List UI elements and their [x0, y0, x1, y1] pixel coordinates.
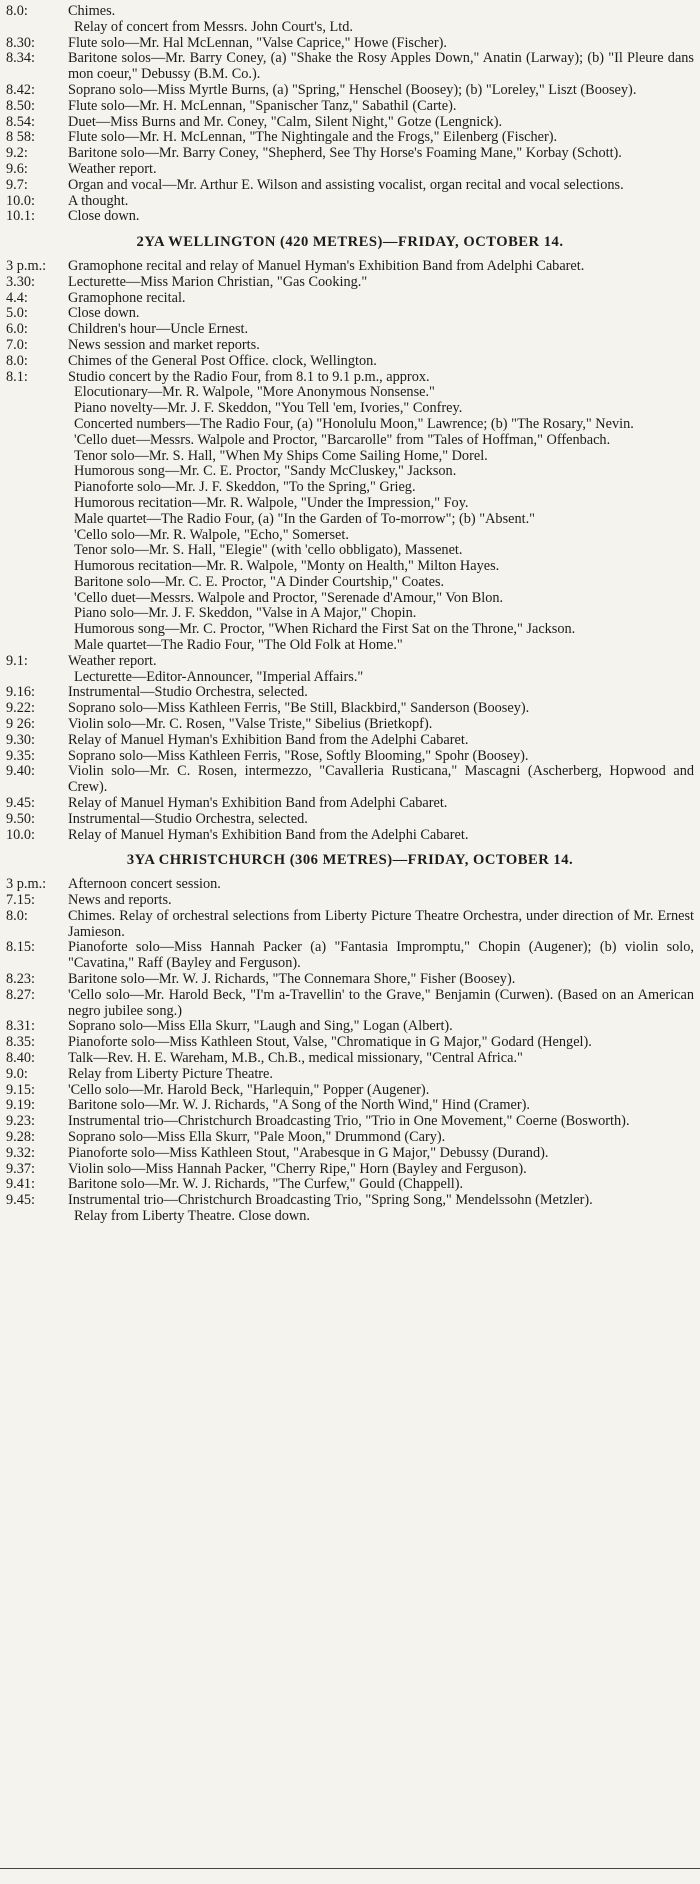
station-heading: 2YA WELLINGTON (420 METRES)—FRIDAY, OCTOBER 14. [136, 234, 564, 251]
entry-text: Baritone solos—Mr. Barry Coney, (a) "Shake the Rosy Apples Down," Anatin (Larway); (b) "Il Pleure dans mon coeur," Debussy (B.M. Co.). [68, 50, 694, 83]
programme-entry [6, 828, 694, 844]
station-heading: 3YA CHRISTCHURCH (306 METRES)—FRIDAY, OCTOBER 14. [126, 852, 574, 869]
entry-text: News and reports. [68, 892, 172, 909]
entry-time: 4.4: [6, 289, 28, 306]
entry-time: 9 26: [6, 716, 35, 733]
programme-entry [6, 909, 694, 941]
entry-time: 9.35: [6, 747, 35, 764]
entry-text: Close down. [68, 208, 140, 225]
programme-entry [6, 194, 694, 210]
programme-entry [6, 1146, 694, 1162]
entry-time: 8.31: [6, 1018, 35, 1035]
programme-entry [6, 701, 694, 717]
programme-entry [6, 209, 694, 225]
entry-text: Relay of Manuel Hyman's Exhibition Band from the Adelphi Cabaret. [68, 731, 469, 748]
entry-time: 8.23: [6, 971, 35, 988]
entry-time: 9.30: [6, 731, 35, 748]
entry-time: 9.16: [6, 684, 35, 701]
entry-text: Studio concert by the Radio Four, from 8.1 to 9.1 p.m., approx. [68, 368, 430, 385]
entry-time: 8 58: [6, 129, 35, 146]
entry-subitem: Humorous recitation—Mr. R. Walpole, "Monty on Health," Milton Hayes. [74, 558, 500, 575]
entry-text: Organ and vocal—Mr. Arthur E. Wilson and assisting vocalist, organ recital and vocal selections. [68, 176, 624, 193]
entry-text: Instrumental—Studio Orchestra, selected. [68, 810, 308, 827]
programme-entry [6, 178, 694, 194]
entry-subitem: Lecturette—Editor-Announcer, "Imperial Affairs." [74, 668, 364, 685]
programme-entry [6, 1177, 694, 1193]
entry-time: 10.0: [6, 826, 35, 843]
programme-entry [6, 749, 694, 765]
entry-time: 9.0: [6, 1065, 28, 1082]
entry-time: 3.30: [6, 273, 35, 290]
bottom-rule [0, 1868, 700, 1869]
station-section [6, 235, 694, 843]
entry-time: 10.1: [6, 208, 35, 225]
entry-time: 8.30: [6, 34, 35, 51]
entry-time: 8.35: [6, 1034, 35, 1051]
programme-entry [6, 4, 694, 36]
programme-entry [6, 354, 694, 370]
entry-subitem: Concerted numbers—The Radio Four, (a) "Honolulu Moon," Lawrence; (b) "The Rosary," Nevin. [74, 415, 634, 432]
entry-subitem: Male quartet—The Radio Four, (a) "In the Garden of To-morrow"; (b) "Absent." [74, 510, 536, 527]
entry-time: 9.45: [6, 1192, 35, 1209]
entry-subitem: Humorous song—Mr. C. Proctor, "When Richard the First Sat on the Throne," Jackson. [74, 621, 576, 638]
entry-time: 9.22: [6, 700, 35, 717]
entry-time: 8.54: [6, 113, 35, 130]
entry-time: 9.7: [6, 176, 28, 193]
entry-text: Relay of Manuel Hyman's Exhibition Band from the Adelphi Cabaret. [68, 826, 469, 843]
programme-entry [6, 764, 694, 796]
entry-text: Instrumental—Studio Orchestra, selected. [68, 684, 308, 701]
entry-subitem: 'Cello solo—Mr. R. Walpole, "Echo," Somerset. [74, 526, 349, 543]
entry-text: Relay of Manuel Hyman's Exhibition Band from Adelphi Cabaret. [68, 795, 448, 812]
entry-text: Weather report. [68, 652, 157, 669]
entry-text: Gramophone recital. [68, 289, 186, 306]
entry-text: Chimes of the General Post Office. clock, Wellington. [68, 352, 377, 369]
programme-entry [6, 1019, 694, 1035]
entry-text: 'Cello solo—Mr. Harold Beck, "Harlequin," Popper (Augener). [68, 1081, 430, 1098]
programme-entry [6, 338, 694, 354]
entry-text: Duet—Miss Burns and Mr. Coney, "Calm, Silent Night," Gotze (Lengnick). [68, 113, 503, 130]
entry-text: Violin solo—Mr. C. Rosen, intermezzo, "Cavalleria Rusticana," Mascagni (Ascherberg, Hopwood and Crew). [68, 763, 694, 796]
entry-text: Gramophone recital and relay of Manuel Hyman's Exhibition Band from Adelphi Cabaret. [68, 257, 585, 274]
entry-time: 8.42: [6, 81, 35, 98]
entry-text: Soprano solo—Miss Kathleen Ferris, "Rose, Softly Blooming," Spohr (Boosey). [68, 747, 529, 764]
programme-entry [6, 1083, 694, 1099]
entry-time: 9.28: [6, 1128, 35, 1145]
programme-entry [6, 130, 694, 146]
entry-subitem: Male quartet—The Radio Four, "The Old Folk at Home." [74, 637, 403, 654]
entry-text: Violin solo—Miss Hannah Packer, "Cherry Ripe," Horn (Bayley and Ferguson). [68, 1160, 527, 1177]
entry-time: 9.32: [6, 1144, 35, 1161]
programme-entry [6, 1193, 694, 1225]
programme-entry [6, 972, 694, 988]
programme-entry [6, 988, 694, 1020]
entry-time: 9.1: [6, 652, 28, 669]
entry-time: 8.40: [6, 1050, 35, 1066]
entry-subitem: 'Cello duet—Messrs. Walpole and Proctor, "Barcarolle" from "Tales of Hoffman," Offenbach. [74, 431, 611, 448]
entry-subitem: Baritone solo—Mr. C. E. Proctor, "A Dinder Courtship," Coates. [74, 573, 445, 590]
entry-subitem: Relay of concert from Messrs. John Court's, Ltd. [74, 18, 353, 35]
entry-text: Flute solo—Mr. Hal McLennan, "Valse Caprice," Howe (Fischer). [68, 34, 447, 51]
programme-entry [6, 275, 694, 291]
entry-time: 9.41: [6, 1176, 35, 1193]
entry-time: 9.40: [6, 763, 35, 780]
programme-entry [6, 322, 694, 338]
programme-entry [6, 685, 694, 701]
programme-entry [6, 83, 694, 99]
entry-text: Flute solo—Mr. H. McLennan, "The Nightingale and the Frogs," Eilenberg (Fischer). [68, 129, 558, 146]
programme-entry [6, 1114, 694, 1130]
programme-entry [6, 306, 694, 322]
entry-time: 8.0: [6, 907, 28, 924]
entry-time: 9.50: [6, 810, 35, 827]
entry-text: Soprano solo—Miss Ella Skurr, "Laugh and Sing," Logan (Albert). [68, 1018, 453, 1035]
programme-entry [6, 1067, 694, 1083]
entry-text: Talk—Rev. H. E. Wareham, M.B., Ch.B., medical missionary, "Central Africa." [68, 1050, 523, 1066]
entry-time: 8.34: [6, 50, 35, 67]
entry-time: 3 p.m.: [6, 876, 47, 893]
entry-time: 8.0: [6, 352, 28, 369]
entry-time: 10.0: [6, 192, 35, 209]
programme-entry [6, 259, 694, 275]
programme-entry [6, 1051, 694, 1067]
programme-entry [6, 812, 694, 828]
entry-time: 8.1: [6, 368, 28, 385]
entry-time: 9.37: [6, 1160, 35, 1177]
entry-text: Instrumental trio—Christchurch Broadcasting Trio, "Trio in One Movement," Coerne (Bosworth). [68, 1113, 630, 1130]
programme-entry [6, 1035, 694, 1051]
entry-text: Soprano solo—Miss Kathleen Ferris, "Be Still, Blackbird," Sanderson (Boosey). [68, 700, 530, 717]
entry-time: 9.19: [6, 1097, 35, 1114]
programme-entry [6, 51, 694, 83]
programme-entry [6, 99, 694, 115]
entry-time: 8.0: [6, 3, 28, 19]
entry-time: 7.0: [6, 336, 28, 353]
programme-entry [6, 115, 694, 131]
programme-entry [6, 1162, 694, 1178]
programme-entry [6, 654, 694, 686]
station-section [6, 4, 694, 225]
entry-time: 8.15: [6, 939, 35, 956]
programme-entry [6, 877, 694, 893]
entry-text: Pianoforte solo—Miss Kathleen Stout, "Arabesque in G Major," Debussy (Durand). [68, 1144, 549, 1161]
entry-time: 9.2: [6, 145, 28, 162]
entry-subitem: Humorous song—Mr. C. E. Proctor, "Sandy McCluskey," Jackson. [74, 463, 457, 480]
entry-text: Baritone solo—Mr. W. J. Richards, "The Connemara Shore," Fisher (Boosey). [68, 971, 516, 988]
programme-entry [6, 36, 694, 52]
programme-entry [6, 370, 694, 654]
entry-subitem: 'Cello duet—Messrs. Walpole and Proctor, "Serenade d'Amour," Von Blon. [74, 589, 504, 606]
entry-subitem: Elocutionary—Mr. R. Walpole, "More Anonymous Nonsense." [74, 384, 435, 401]
entry-text: 'Cello solo—Mr. Harold Beck, "I'm a-Travellin' to the Grave," Benjamin (Curwen). (Based on an American negro jubilee song.) [68, 986, 694, 1019]
entry-text: Relay from Liberty Picture Theatre. [68, 1065, 273, 1082]
entry-subitem: Relay from Liberty Theatre. Close down. [74, 1207, 310, 1224]
programme-entry [6, 893, 694, 909]
entry-time: 9.23: [6, 1113, 35, 1130]
entry-time: 3 p.m.: [6, 257, 47, 274]
entry-time: 9.45: [6, 795, 35, 812]
entry-text: Baritone solo—Mr. Barry Coney, "Shepherd, See Thy Horse's Foaming Mane," Korbay (Schott). [68, 145, 622, 162]
entry-text: Baritone solo—Mr. W. J. Richards, "A Song of the North Wind," Hind (Cramer). [68, 1097, 530, 1114]
entry-text: Soprano solo—Miss Myrtle Burns, (a) "Spring," Henschel (Boosey); (b) "Loreley," Liszt (Boosey). [68, 81, 637, 98]
entry-subitem: Humorous recitation—Mr. R. Walpole, "Under the Impression," Foy. [74, 494, 469, 511]
programme-entry [6, 733, 694, 749]
programme-entry [6, 717, 694, 733]
entry-time: 7.15: [6, 892, 35, 909]
entry-text: Instrumental trio—Christchurch Broadcasting Trio, "Spring Song," Mendelssohn (Metzler). [68, 1192, 593, 1209]
entry-time: 9.6: [6, 160, 28, 177]
programme-entry [6, 940, 694, 972]
entry-text: Pianoforte solo—Miss Hannah Packer (a) "Fantasia Impromptu," Chopin (Augener); (b) violin solo, "Cavatina," Raff (Bayley and Ferguson). [68, 939, 694, 972]
entry-text: Pianoforte solo—Miss Kathleen Stout, Valse, "Chromatique in G Major," Godard (Hengel). [68, 1034, 592, 1051]
entry-text: Close down. [68, 305, 140, 322]
entry-text: Weather report. [68, 160, 157, 177]
entry-text: Soprano solo—Miss Ella Skurr, "Pale Moon," Drummond (Cary). [68, 1128, 446, 1145]
station-section [6, 853, 694, 1224]
entry-text: Violin solo—Mr. C. Rosen, "Valse Triste," Sibelius (Brietkopf). [68, 716, 433, 733]
entry-time: 6.0: [6, 321, 28, 338]
entry-subitem: Pianoforte solo—Mr. J. F. Skeddon, "To the Spring," Grieg. [74, 479, 416, 496]
entry-text: Baritone solo—Mr. W. J. Richards, "The Curfew," Gould (Chappell). [68, 1176, 464, 1193]
entry-text: A thought. [68, 192, 129, 209]
entry-time: 8.50: [6, 97, 35, 114]
entry-subitem: Tenor solo—Mr. S. Hall, "When My Ships Come Sailing Home," Dorel. [74, 447, 488, 464]
programme-entry [6, 1098, 694, 1114]
entry-text: Flute solo—Mr. H. McLennan, "Spanischer Tanz," Sabathil (Carte). [68, 97, 457, 114]
programme-entry [6, 162, 694, 178]
entry-text: Afternoon concert session. [68, 876, 221, 893]
programme-entry [6, 1130, 694, 1146]
entry-time: 9.15: [6, 1081, 35, 1098]
entry-text: Chimes. Relay of orchestral selections from Liberty Picture Theatre Orchestra, under direction of Mr. Ernest Jamieson. [68, 907, 694, 940]
entry-text: Chimes. [68, 3, 116, 19]
entry-text: Lecturette—Miss Marion Christian, "Gas Cooking." [68, 273, 368, 290]
entry-subitem: Piano novelty—Mr. J. F. Skeddon, "You Tell 'em, Ivories," Confrey. [74, 400, 463, 417]
entry-time: 8.27: [6, 986, 35, 1003]
programme-column [6, 4, 694, 1225]
entry-time: 5.0: [6, 305, 28, 322]
entry-subitem: Piano solo—Mr. J. F. Skeddon, "Valse in A Major," Chopin. [74, 605, 417, 622]
programme-entry [6, 146, 694, 162]
entry-text: News session and market reports. [68, 336, 260, 353]
programme-entry [6, 291, 694, 307]
entry-text: Children's hour—Uncle Ernest. [68, 321, 249, 338]
entry-subitem: Tenor solo—Mr. S. Hall, "Elegie" (with 'cello obbligato), Massenet. [74, 542, 463, 559]
programme-entry [6, 796, 694, 812]
